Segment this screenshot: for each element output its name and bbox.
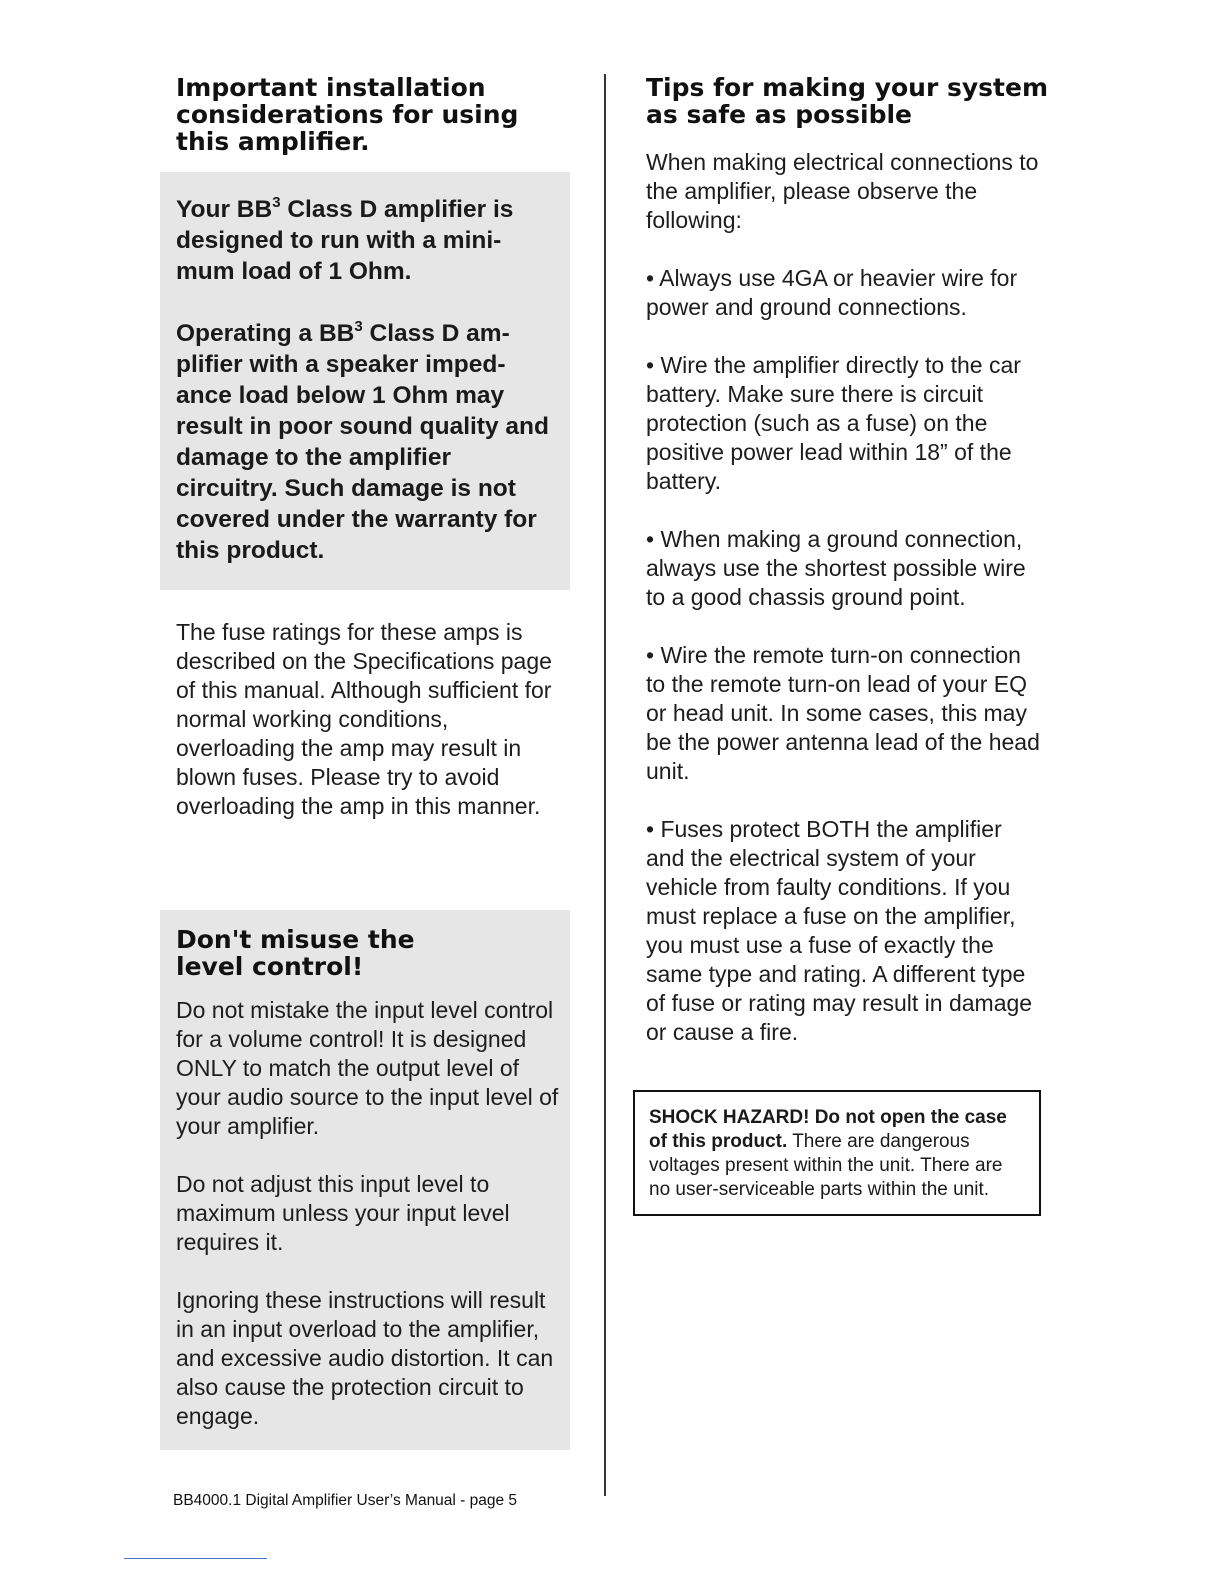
fuse-ratings-text: The fuse ratings for these amps is described on the Specifications page of this manual. Although sufficient for normal working conditions, overloading the amp may result in blown fuses. Please try to avoid overloading the amp in this manner. [176, 619, 552, 819]
bottom-rule [124, 1558, 267, 1559]
shock-hazard-warning [633, 1090, 1041, 1216]
safety-bullet: • When making a ground connection, always use the shortest possible wire to a good chassis ground point. [646, 526, 1026, 610]
page-footer: BB4000.1 Digital Amplifier User’s Manual - page 5 [173, 1492, 518, 1509]
level-control-box [160, 910, 570, 1450]
safety-bullet: • Always use 4GA or heavier wire for power and ground connections. [646, 265, 1018, 320]
shock-hazard-text: There are dangerous voltages present within the unit. There are no user-serviceable parts within the unit. [649, 1131, 1003, 1200]
safety-bullet: • Fuses protect BOTH the amplifier and the electrical system of your vehicle from faulty conditions. If you must replace a fuse on the amplifier, you must use a fuse of exactly the same type and rating. A different type of fuse or rating may result in damage or cause a fire. [646, 816, 1033, 1045]
warning-box [160, 172, 570, 590]
section-heading-installation [176, 74, 576, 155]
warning-text [176, 194, 556, 566]
heading-line: considerations for using [176, 100, 519, 129]
column-divider [604, 74, 606, 1496]
level-paragraph: Do not mistake the input level control for a volume control! It is designed ONLY to match the output level of your audio source to the input level of your amplifier. [176, 997, 559, 1139]
heading-line: Tips for making your system [646, 73, 1049, 102]
level-control-text [176, 996, 562, 1431]
heading-line: this amplifier. [176, 127, 370, 156]
heading-line: level control! [176, 952, 364, 981]
heading-line: Don't misuse the [176, 925, 415, 954]
level-paragraph: Do not adjust this input level to maximum unless your input level requires it. [176, 1171, 510, 1255]
level-paragraph: Ignoring these instructions will result in an input overload to the amplifier, and excessive audio distortion. It can also cause the protection circuit to engage. [176, 1287, 554, 1429]
safety-bullet: • Wire the amplifier directly to the car battery. Make sure there is circuit protection (such as a fuse) on the positive power lead within 18” of the battery. [646, 352, 1021, 494]
shock-hazard-bold: SHOCK HAZARD! Do not open the case of this product. [649, 1107, 1007, 1152]
section-heading-safety-tips [646, 74, 1066, 128]
safety-bullet: • Wire the remote turn-on connection to the remote turn-on lead of your EQ or head unit. In some cases, this may be the power antenna lead of the head unit. [646, 642, 1040, 784]
warning-paragraph-impedance: Operating a $BB^3$ Class D am-plifier with a speaker imped-ance load below 1 Ohm may result in poor sound quality and damage to the amplifier circuitry. Such damage is not covered under the warranty for this product. [176, 318, 549, 564]
heading-line: as safe as possible [646, 100, 913, 129]
safety-intro: When making electrical connections to the amplifier, please observe the following: [646, 149, 1039, 233]
safety-tips-text [646, 148, 1044, 1047]
warning-paragraph-load: Your $BB^3$ Class D amplifier is designed to run with a mini-mum load of 1 Ohm. [176, 194, 514, 285]
level-control-heading [176, 926, 556, 980]
heading-line: Important installation [176, 73, 486, 102]
